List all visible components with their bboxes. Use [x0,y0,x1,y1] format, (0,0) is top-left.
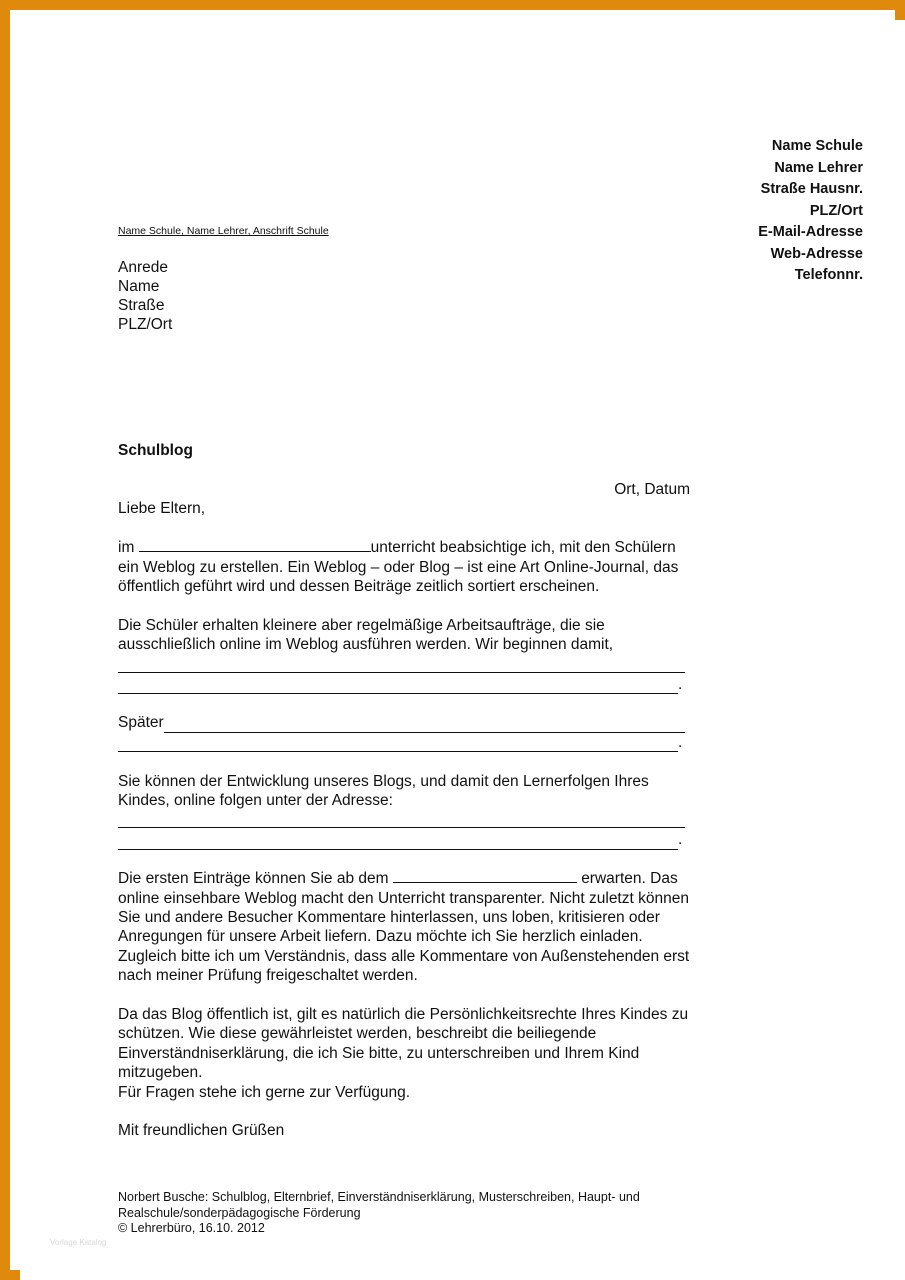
recipient-name: Name [118,278,160,295]
subject-blank-line[interactable] [139,538,371,552]
recipient-plz: PLZ/Ort [118,316,173,333]
sender-block [758,136,863,287]
para1-prefix: im [118,539,135,557]
footer-line-1: Norbert Busche: Schulblog, Elternbrief, Einverständniserklärung, Musterschreiben, Haupt- und [118,1190,640,1204]
closing: Mit freundlichen Grüßen [118,1122,285,1140]
later-blank-line-2[interactable]: . [118,733,690,752]
paragraph-intro [118,538,690,596]
para5-suffix: erwarten. [581,870,646,888]
tasks-blank-line-1[interactable] [118,655,685,673]
footer-note [118,1190,640,1237]
later-label: Später [118,714,164,732]
sender-street: Straße Hausnr. [760,181,863,197]
address-blank-line-2[interactable]: . [118,830,690,849]
date-place: Ort, Datum [614,481,690,498]
sender-plz: PLZ/Ort [809,202,863,219]
sender-web: Web-Adresse [770,245,863,262]
paragraph-address: Sie können der Entwicklung unseres Blogs, und damit den Lernerfolgen Ihres Kindes, online folgen unter der Adresse: [118,772,649,809]
para5-rest: Das online einsehbare Weblog macht den Unterricht transparenter. Nicht zuletzt können Sie und andere Besucher Kommentare hinterlassen, uns loben, kritisieren oder Anregungen für unsere Arbeit liefern. Dazu möchte ich Sie herzlich einladen. Zugleich bitte ich um Verständnis, dass alle Kommentare von Außenstehenden erst nach meiner Prüfung freigeschaltet werden. [118,870,690,985]
subject-heading: Schulblog [118,442,193,459]
date-blank-line[interactable] [393,869,577,883]
recipient-salutation: Anrede [118,259,168,276]
tasks-blank-line-2[interactable]: . [118,675,690,694]
watermark: Vorlage Katalog [50,1238,107,1247]
later-line [118,713,690,732]
greeting: Liebe Eltern, [118,500,206,518]
recipient-street: Straße [118,297,165,314]
letter-body [118,480,690,1141]
paragraph-tasks: Die Schüler erhalten kleinere aber regelmäßige Arbeitsaufträge, die sie ausschließlich online im Weblog ausführen werden. Wir beginnen damit, [118,616,614,654]
paragraph-questions: Für Fragen stehe ich gerne zur Verfügung. [118,1083,411,1101]
para5-prefix: Die ersten Einträge können Sie ab dem [118,870,389,888]
recipient-block [118,258,172,334]
letter-page [20,20,905,1280]
sender-phone: Telefonnr. [794,267,863,283]
para1-suffix: unterricht beabsichtige ich, mit den [370,539,611,557]
return-address: Name Schule, Name Lehrer, Anschrift Schule [118,225,329,237]
later-blank-line-1[interactable] [164,717,685,733]
paragraph-privacy: Da das Blog öffentlich ist, gilt es natürlich die Persönlichkeitsrechte Ihres Kindes zu schützen. Wie diese gewährleistet werden, beschreibt die beiliegende Einverständniserklärung, die ich Sie bitte, zu unterschreiben und Ihrem Kind mitzugeben. [118,1006,689,1082]
address-blank-line-1[interactable] [118,810,685,828]
sender-teacher: Name Lehrer [774,159,863,176]
para1-rest: Schülern ein Weblog zu erstellen. Ein Weblog – oder Blog – ist eine Art Online-Journal, das öffentlich geführt wird und dessen Beiträge zeitlich sortiert erscheinen. [118,539,679,596]
sender-email: E-Mail-Adresse [758,224,863,240]
sender-school: Name Schule [771,138,863,154]
paragraph-first-entries [118,869,690,985]
footer-line-3: © Lehrerbüro, 16.10. 2012 [118,1221,265,1235]
footer-line-2: Realschule/sonderpädagogische Förderung [118,1205,361,1220]
